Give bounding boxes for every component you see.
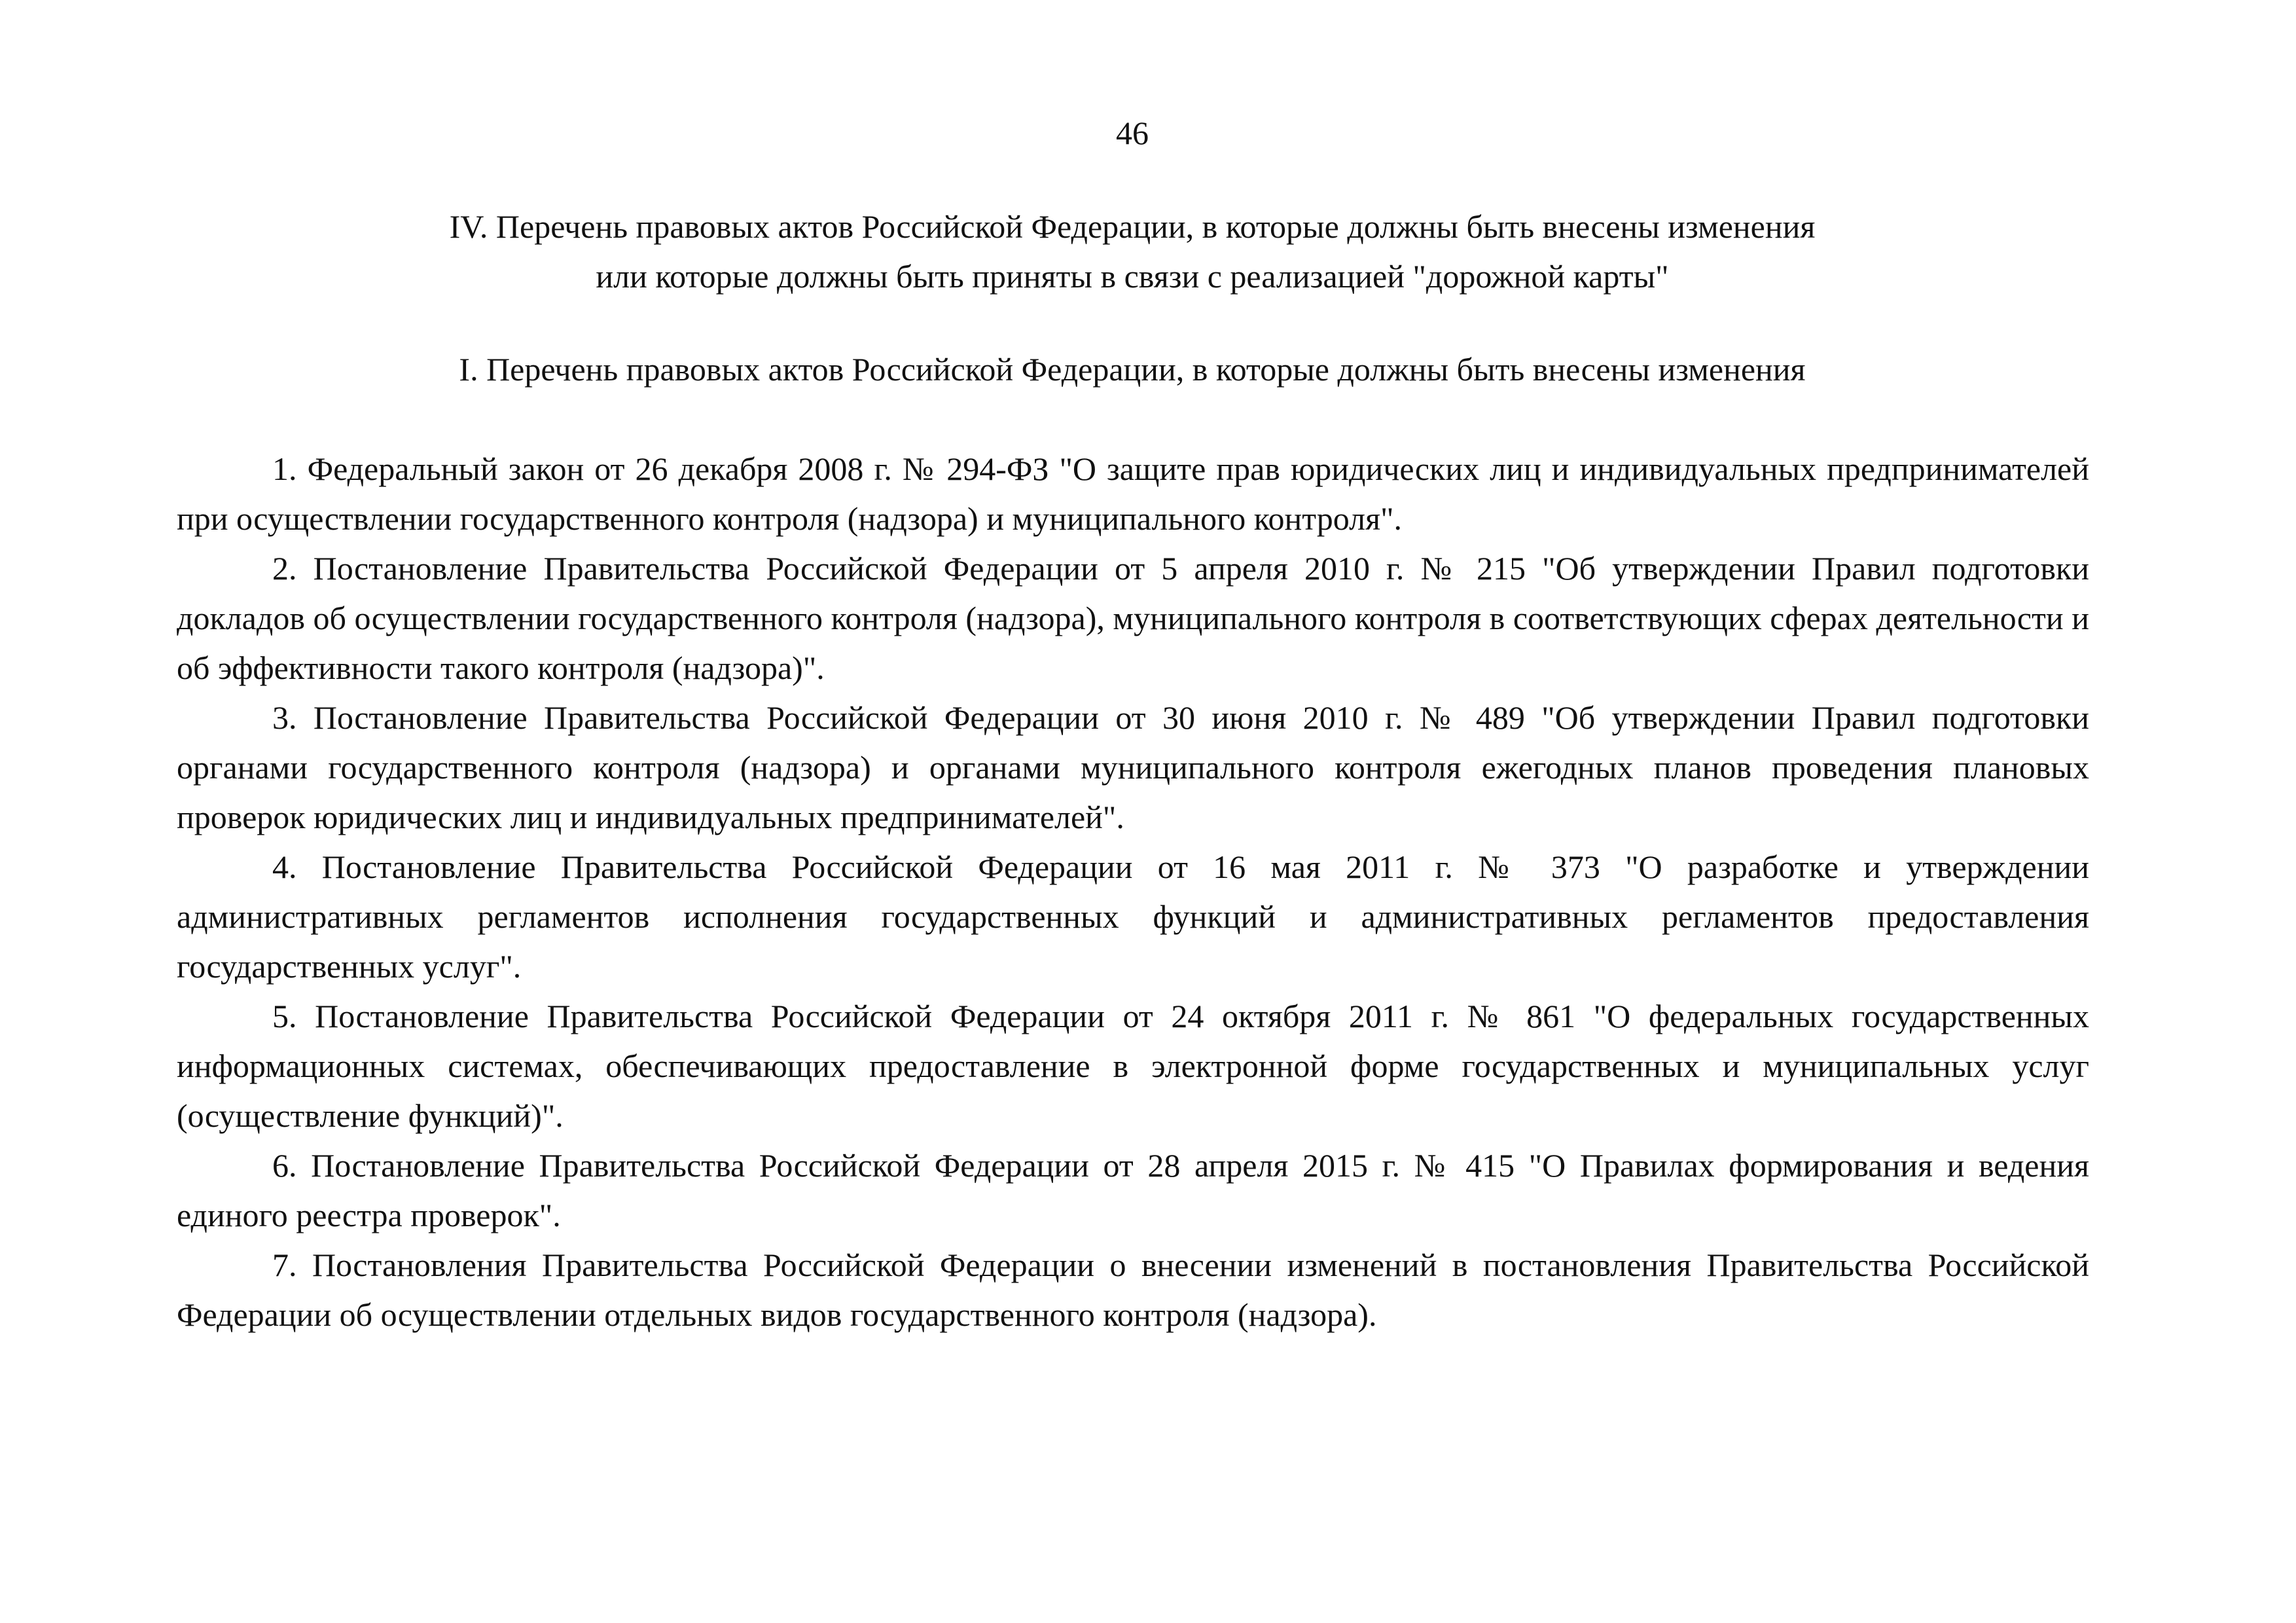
list-item-text: Постановление Правительства Российской Федерации от 30 июня 2010 г. № 489 "Об утверждении Правил подготовки органами государственного контроля (надзора) и органами муниципального контроля ежегодных планов проведения плановых проверок юридических лиц и индивидуальных предпринимателей".	[177, 699, 2090, 835]
list-item-number: 5.	[272, 998, 297, 1034]
list-item	[177, 842, 2089, 991]
subsection-title	[177, 344, 2088, 394]
section-title-line-2: или которые должны быть приняты в связи с реализацией "дорожной карты"	[596, 258, 1669, 295]
list-item	[177, 693, 2089, 842]
section-title	[177, 202, 2088, 301]
page-number: 46	[1116, 115, 1149, 151]
list-item-number: 3.	[272, 699, 297, 736]
list-item-text: Постановление Правительства Российской Федерации от 24 октября 2011 г. № 861 "О федеральных государственных информационных системах, обеспечивающих предоставление в электронной форме государственных и муниципальных услуг (осуществление функций)".	[177, 998, 2089, 1134]
list-item-text: Федеральный закон от 26 декабря 2008 г. № 294-ФЗ "О защите прав юридических лиц и индивидуальных предпринимателей при осуществлении государственного контроля (надзора) и муниципального контроля".	[177, 450, 2090, 537]
list-item-number: 7.	[272, 1247, 297, 1283]
list-item	[177, 1140, 2089, 1240]
list-item-text: Постановление Правительства Российской Федерации от 5 апреля 2010 г. № 215 "Об утверждении Правил подготовки докладов об осуществлении государственного контроля (надзора), муниципального контроля в соответствующих сферах деятельности и об эффективности такого контроля (надзора)".	[177, 550, 2089, 686]
list-item-text: Постановление Правительства Российской Федерации от 16 мая 2011 г. № 373 "О разработке и утверждении административных регламентов исполнения государственных функций и административных регламентов предоставления государственных услуг".	[177, 848, 2089, 985]
subsection-title-text: I. Перечень правовых актов Российской Федерации, в которые должны быть внесены изменения	[459, 351, 1806, 388]
list-item	[177, 1240, 2089, 1340]
legal-acts-list	[177, 444, 2089, 1340]
list-item-number: 2.	[272, 550, 297, 587]
list-item	[177, 991, 2089, 1140]
list-item-number: 1.	[272, 450, 297, 487]
list-item-text: Постановления Правительства Российской Федерации о внесении изменений в постановления Правительства Российской Федерации об осуществлении отдельных видов государственного контроля (надзора).	[177, 1247, 2089, 1333]
list-item-text: Постановление Правительства Российской Федерации от 28 апреля 2015 г. № 415 "О Правилах формирования и ведения единого реестра проверок".	[177, 1147, 2089, 1233]
section-title-line-1: IV. Перечень правовых актов Российской Федерации, в которые должны быть внесены изменения	[449, 208, 1816, 245]
list-item-number: 4.	[272, 848, 297, 885]
list-item-number: 6.	[272, 1147, 297, 1184]
list-item	[177, 444, 2089, 543]
list-item	[177, 543, 2089, 693]
